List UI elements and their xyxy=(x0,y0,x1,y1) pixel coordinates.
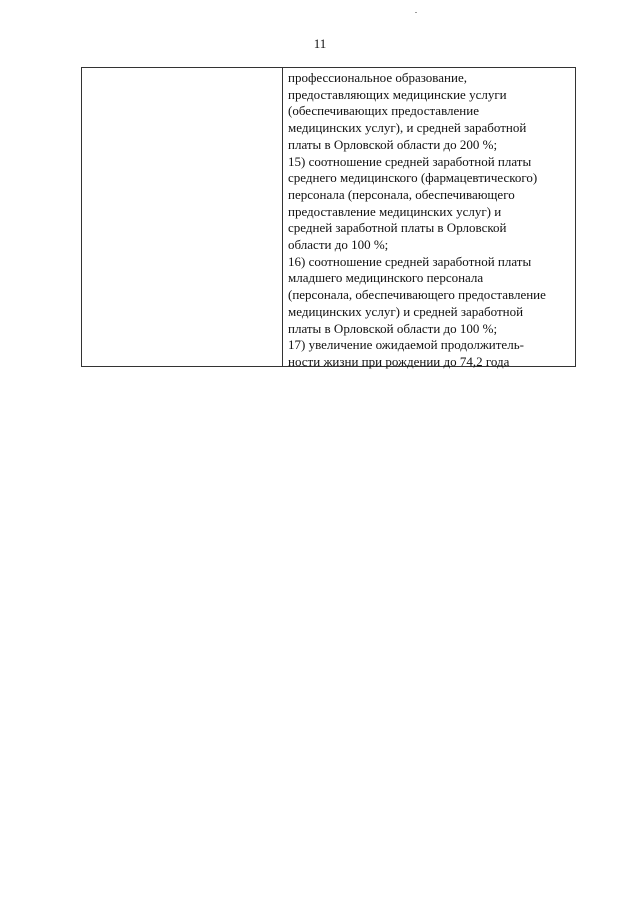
scan-speck xyxy=(415,12,417,13)
table-text-line: медицинских услуг), и средней заработной xyxy=(288,120,527,136)
table-text-line: среднего медицинского (фармацевтического) xyxy=(288,170,538,186)
table-text-line: персонала (персонала, обеспечивающего xyxy=(288,186,515,202)
table-text-line: медицинских услуг) и средней заработной xyxy=(288,303,524,319)
table-text-line: платы в Орловской области до 200 %; xyxy=(288,136,498,152)
table-text-line: (персонала, обеспечивающего предоставление xyxy=(288,287,546,303)
table-text-line: средней заработной платы в Орловской xyxy=(288,220,507,236)
table-text-line: профессиональное образование, xyxy=(288,70,467,85)
table-text-line: области до 100 %; xyxy=(288,237,389,253)
table-text-line: 16) соотношение средней заработной платы xyxy=(288,253,532,269)
table-left-cell xyxy=(82,68,283,366)
table-text-line: платы в Орловской области до 100 %; xyxy=(288,320,498,336)
document-table xyxy=(81,67,576,367)
table-right-cell xyxy=(283,68,575,369)
table-text-line: ности жизни при рождении до 74,2 года xyxy=(288,353,510,369)
page-number: 11 xyxy=(313,36,327,51)
table-text-line: 15) соотношение средней заработной платы xyxy=(288,153,532,169)
table-text-line: предоставление медицинских услуг) и xyxy=(288,203,502,219)
table-text-line: младшего медицинского персонала xyxy=(288,270,484,286)
table-text-line: (обеспечивающих предоставление xyxy=(288,103,479,119)
table-text-line: предоставляющих медицинские услуги xyxy=(288,86,507,102)
table-text-line: 17) увеличение ожидаемой продолжитель- xyxy=(288,337,524,353)
